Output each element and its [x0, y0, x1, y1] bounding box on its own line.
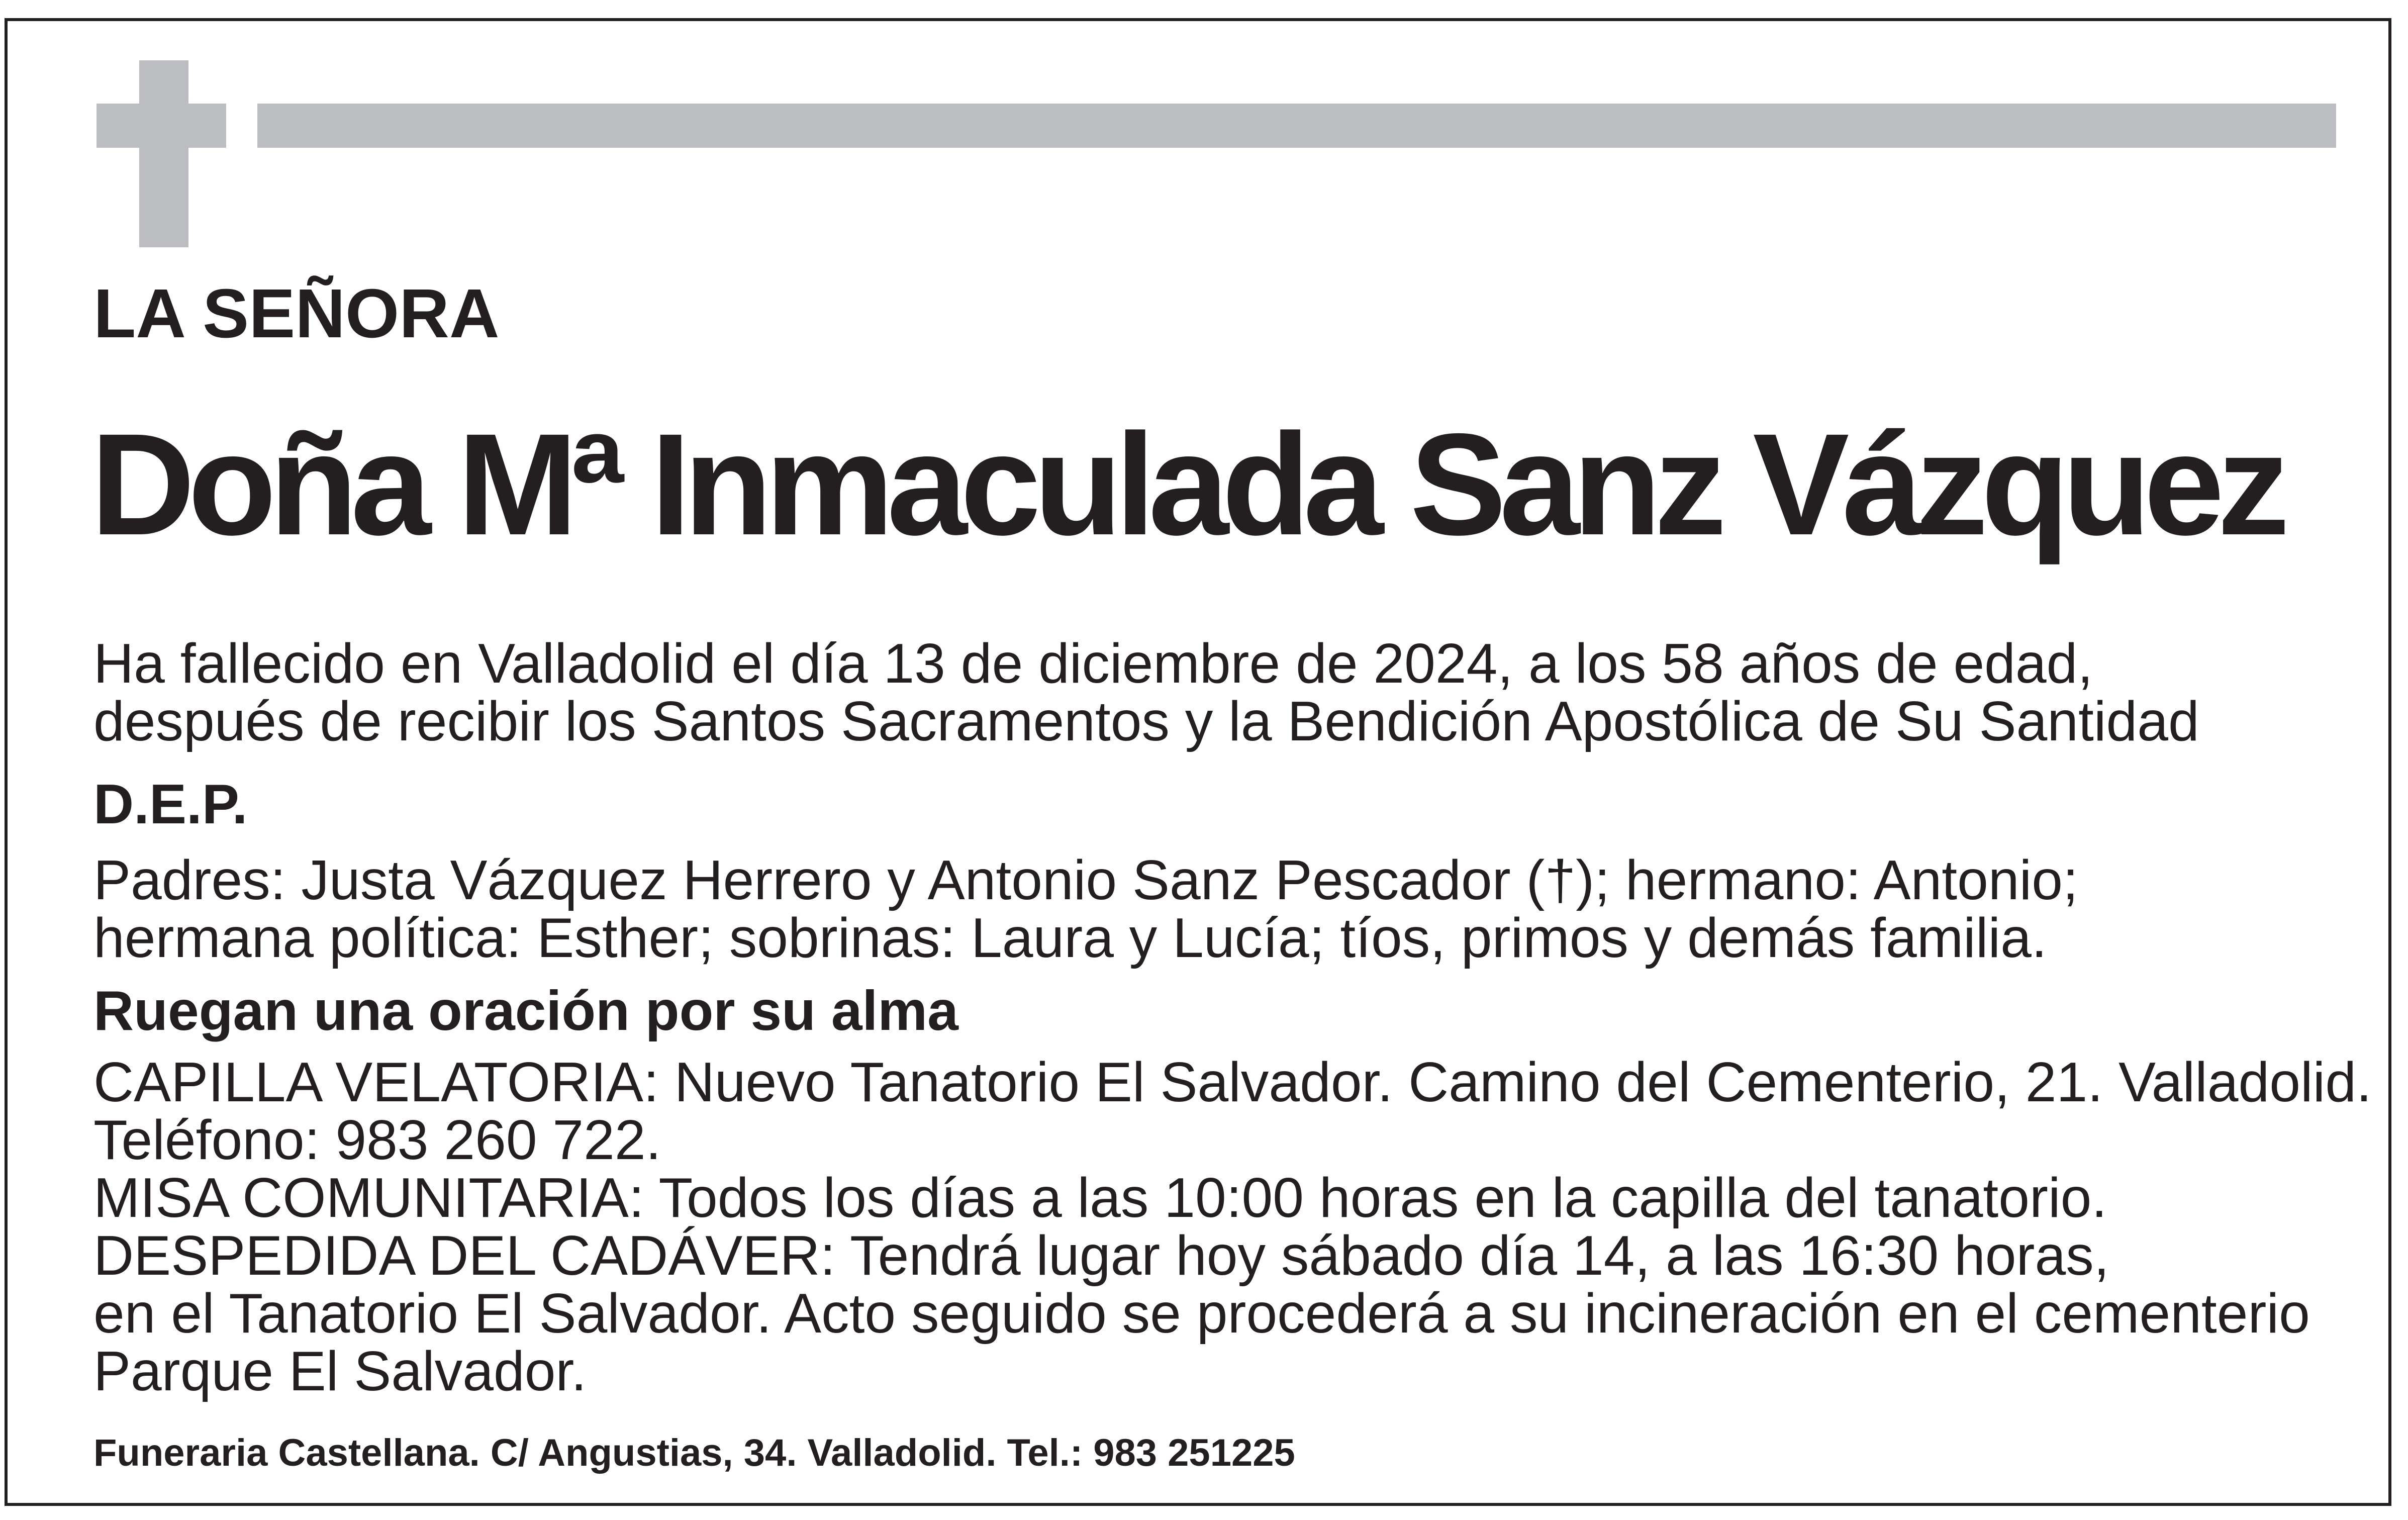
farewell-line-2: en el Tanatorio El Salvador. Acto seguido se procederá a su incineración en el cementerio	[93, 1282, 2310, 1345]
funeral-home-footer: Funeraria Castellana. C/ Angustias, 34. Valladolid. Tel.: 983 251225	[93, 1432, 1295, 1474]
cross-vertical-bar	[139, 60, 188, 247]
mass-line: MISA COMUNITARIA: Todos los días a las 10:00 horas en la capilla del tanatorio.	[93, 1167, 2107, 1229]
cross-horizontal-bar	[97, 104, 226, 148]
honorific-heading: LA SEÑORA	[93, 275, 500, 352]
deceased-name: Doña Mª Inmaculada Sanz Vázquez	[90, 404, 2283, 565]
prayer-request: Ruegan una oración por su alma	[93, 980, 958, 1042]
rip-label: D.E.P.	[93, 773, 248, 835]
farewell-line-1: DESPEDIDA DEL CADÁVER: Tendrá lugar hoy sábado día 14, a las 16:30 horas,	[93, 1224, 2109, 1287]
death-line-2: después de recibir los Santos Sacramentos y la Bendición Apostólica de Su Santidad	[93, 690, 2199, 752]
farewell-line-3: Parque El Salvador.	[93, 1340, 587, 1402]
family-line-1: Padres: Justa Vázquez Herrero y Antonio Sanz Pescador (†); hermano: Antonio;	[93, 849, 2078, 911]
death-line-1: Ha fallecido en Valladolid el día 13 de diciembre de 2024, a los 58 años de edad,	[93, 632, 2093, 695]
chapel-line-2: Teléfono: 983 260 722.	[93, 1109, 661, 1171]
header-rule	[257, 104, 2336, 148]
chapel-line-1: CAPILLA VELATORIA: Nuevo Tanatorio El Salvador. Camino del Cementerio, 21. Valladolid.	[93, 1051, 2372, 1113]
family-line-2: hermana política: Esther; sobrinas: Laura y Lucía; tíos, primos y demás familia.	[93, 907, 2047, 969]
